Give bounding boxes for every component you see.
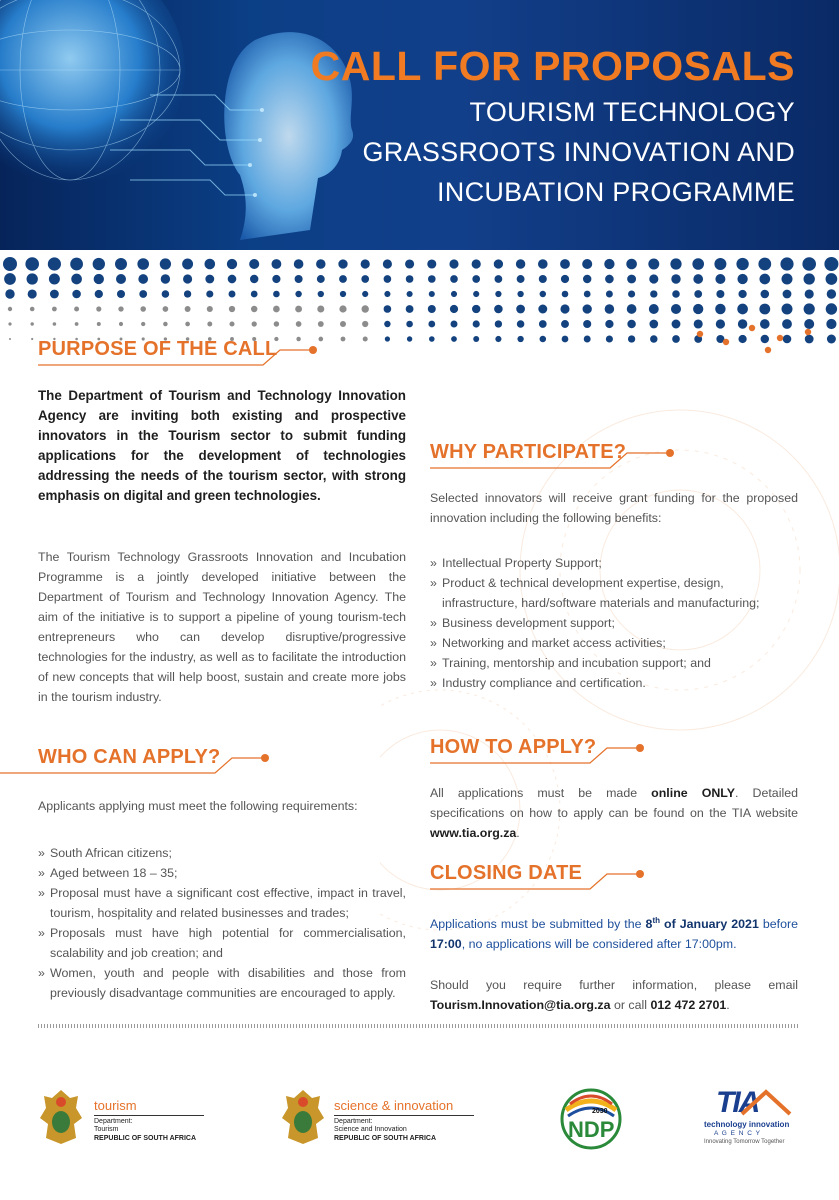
halftone-dot bbox=[805, 289, 814, 298]
why-intro: Selected innovators will receive grant funding for the proposed innovation including the following benefits: bbox=[430, 491, 798, 525]
halftone-dot bbox=[250, 275, 258, 283]
halftone-dot bbox=[28, 289, 37, 298]
purpose-bold-paragraph: The Department of Tourism and Technology Innovation Agency are inviting both existing and prospective innovators in the Tourism sector to submit funding applications for the development of technologies addressing the needs of the tourism sector, with strong emphasis on digital and green technologies. bbox=[38, 388, 406, 503]
halftone-dot bbox=[604, 259, 614, 269]
halftone-dot bbox=[582, 259, 592, 269]
halftone-dot bbox=[562, 336, 569, 343]
halftone-dot bbox=[538, 305, 547, 314]
halftone-dot bbox=[8, 322, 11, 325]
halftone-dot bbox=[472, 259, 481, 268]
halftone-dot bbox=[761, 335, 769, 343]
how-to-apply-text bbox=[430, 783, 798, 843]
science-logo-name: science & innovation bbox=[334, 1098, 454, 1113]
halftone-dot-accent bbox=[723, 339, 729, 345]
halftone-dot-accent bbox=[697, 331, 703, 337]
tia-line1: technology innovation bbox=[704, 1120, 790, 1129]
halftone-dot bbox=[650, 290, 657, 297]
halftone-dot bbox=[229, 291, 236, 298]
halftone-dot bbox=[340, 291, 346, 297]
closing-text-2: before bbox=[758, 917, 798, 932]
list-item: » Product & technical development expertise, design, infrastructure, hard/software materials and manufacturing; bbox=[430, 573, 798, 613]
halftone-dot bbox=[693, 304, 703, 314]
halftone-dot bbox=[271, 259, 281, 269]
contact-text bbox=[430, 975, 798, 1015]
purpose-heading-underline bbox=[38, 340, 328, 370]
halftone-dot bbox=[517, 320, 525, 328]
list-item: » Women, youth and people with disabilities and those from previously disadvantage communities are encouraged to apply. bbox=[38, 963, 406, 1003]
halftone-dot bbox=[160, 258, 171, 269]
halftone-dot bbox=[162, 290, 170, 298]
halftone-dot bbox=[116, 274, 126, 284]
halftone-dot bbox=[759, 304, 770, 315]
halftone-dot bbox=[362, 321, 368, 327]
halftone-dot bbox=[802, 257, 816, 271]
science-innovation-logo bbox=[280, 1088, 480, 1148]
halftone-dot bbox=[252, 321, 257, 326]
halftone-dot bbox=[318, 291, 324, 297]
halftone-dot bbox=[714, 258, 726, 270]
halftone-dot bbox=[70, 258, 83, 271]
halftone-dot bbox=[804, 319, 814, 329]
halftone-dot bbox=[339, 275, 347, 283]
halftone-dot bbox=[296, 321, 302, 327]
halftone-dot bbox=[738, 335, 746, 343]
halftone-dot bbox=[605, 304, 615, 314]
halftone-dot bbox=[449, 259, 458, 268]
closing-text-1: Applications must be submitted by the bbox=[430, 917, 646, 932]
halftone-dot bbox=[606, 291, 613, 298]
halftone-dot bbox=[473, 291, 479, 297]
halftone-dot bbox=[140, 306, 146, 312]
halftone-dot bbox=[317, 275, 325, 283]
halftone-dot bbox=[340, 321, 346, 327]
halftone-dot bbox=[273, 291, 280, 298]
subtitle-line-1: TOURISM TECHNOLOGY bbox=[469, 97, 795, 127]
tourism-dept-name: Tourism bbox=[94, 1126, 119, 1133]
halftone-dot bbox=[27, 273, 38, 284]
halftone-dot bbox=[606, 335, 613, 342]
halftone-dot bbox=[517, 336, 523, 342]
halftone-dot bbox=[495, 291, 501, 297]
halftone-dot bbox=[540, 291, 546, 297]
halftone-dot bbox=[649, 274, 658, 283]
halftone-dot bbox=[205, 275, 214, 284]
halftone-dot bbox=[824, 257, 838, 271]
halftone-dot bbox=[562, 291, 569, 298]
halftone-dot bbox=[295, 275, 303, 283]
halftone-dot bbox=[384, 321, 390, 327]
halftone-dot bbox=[182, 259, 193, 270]
halftone-dot bbox=[450, 305, 458, 313]
halftone-dot bbox=[52, 307, 57, 312]
halftone-dot bbox=[30, 307, 35, 312]
tia-mark: TIA bbox=[716, 1086, 759, 1119]
hero-banner bbox=[0, 0, 839, 250]
halftone-dot bbox=[31, 338, 33, 340]
halftone-dot bbox=[694, 319, 703, 328]
closing-heading: CLOSING DATE bbox=[430, 862, 583, 884]
halftone-dot bbox=[804, 273, 815, 284]
how-heading: HOW TO APPLY? bbox=[430, 736, 597, 758]
halftone-dot bbox=[804, 303, 815, 314]
benefits-list bbox=[430, 553, 798, 693]
halftone-dot bbox=[383, 259, 392, 268]
tourism-logo bbox=[38, 1088, 208, 1148]
ndp-text: NDP bbox=[568, 1117, 615, 1142]
halftone-dot bbox=[228, 275, 237, 284]
halftone-dot bbox=[561, 320, 569, 328]
halftone-dot bbox=[50, 290, 59, 299]
science-dept-name: Science and Innovation bbox=[334, 1126, 407, 1133]
halftone-dot bbox=[316, 259, 325, 268]
halftone-dot bbox=[407, 291, 413, 297]
halftone-dot bbox=[759, 274, 770, 285]
halftone-dot bbox=[115, 258, 127, 270]
halftone-dot bbox=[72, 290, 81, 299]
halftone-dot bbox=[341, 337, 346, 342]
halftone-dot bbox=[74, 307, 79, 312]
halftone-dot bbox=[627, 304, 637, 314]
halftone-dot bbox=[628, 335, 635, 342]
tourism-country: REPUBLIC OF SOUTH AFRICA bbox=[94, 1135, 197, 1142]
halftone-dot bbox=[826, 303, 837, 314]
closing-heading-underline bbox=[430, 864, 660, 894]
halftone-dot bbox=[826, 273, 838, 285]
halftone-dot bbox=[693, 274, 703, 284]
closing-day: 8 bbox=[645, 917, 653, 932]
halftone-dot bbox=[672, 320, 681, 329]
halftone-dot bbox=[517, 291, 523, 297]
list-item: » Aged between 18 – 35; bbox=[38, 863, 406, 883]
who-heading: WHO CAN APPLY? bbox=[38, 746, 221, 768]
halftone-dot bbox=[761, 290, 770, 299]
halftone-dot bbox=[584, 336, 591, 343]
halftone-dot bbox=[473, 336, 479, 342]
halftone-dot bbox=[249, 259, 259, 269]
halftone-dot bbox=[540, 336, 547, 343]
halftone-dot bbox=[783, 290, 792, 299]
halftone-dot bbox=[670, 258, 681, 269]
halftone-dot bbox=[138, 274, 148, 284]
list-item: » Intellectual Property Support; bbox=[430, 553, 798, 573]
contact-text-3: . bbox=[726, 998, 730, 1012]
halftone-dot bbox=[473, 320, 480, 327]
hero-title-block bbox=[311, 40, 795, 212]
halftone-dot bbox=[472, 275, 480, 283]
halftone-dot bbox=[295, 306, 302, 313]
halftone-dot bbox=[273, 306, 280, 313]
halftone-dot bbox=[185, 306, 191, 312]
coat-of-arms-icon bbox=[280, 1088, 326, 1146]
list-item: » Proposal must have a significant cost effective, impact in travel, tourism, hospitality and related businesses and trades; bbox=[38, 883, 406, 923]
halftone-dot bbox=[384, 305, 392, 313]
halftone-dot bbox=[97, 322, 101, 326]
halftone-dot bbox=[184, 290, 191, 297]
halftone-dot bbox=[649, 320, 658, 329]
halftone-dot bbox=[495, 320, 502, 327]
list-item: » South African citizens; bbox=[38, 843, 406, 863]
halftone-dot bbox=[694, 290, 702, 298]
halftone-dot bbox=[758, 258, 771, 271]
halftone-dot bbox=[516, 259, 525, 268]
halftone-dot bbox=[472, 305, 480, 313]
halftone-dot-accent bbox=[765, 347, 771, 353]
halftone-dot bbox=[49, 273, 60, 284]
halftone-dot bbox=[628, 290, 635, 297]
halftone-dot bbox=[118, 306, 123, 311]
halftone-dot bbox=[560, 304, 569, 313]
contact-email-link[interactable]: Tourism.Innovation@tia.org.za bbox=[430, 998, 611, 1012]
halftone-dot bbox=[605, 275, 614, 284]
list-item: » Business development support; bbox=[430, 613, 798, 633]
who-heading-underline bbox=[0, 748, 280, 778]
tourism-dept-label: Department: bbox=[94, 1118, 133, 1125]
halftone-dot bbox=[428, 305, 436, 313]
purpose-heading: PURPOSE OF THE CALL bbox=[38, 338, 278, 360]
halftone-dot bbox=[119, 322, 123, 326]
halftone-dot bbox=[738, 319, 747, 328]
list-item: » Proposals must have high potential for commercialisation, scalability and job creation; and bbox=[38, 923, 406, 963]
halftone-dot bbox=[94, 274, 104, 284]
halftone-dot bbox=[339, 305, 346, 312]
halftone-dot-accent bbox=[805, 329, 811, 335]
tourism-logo-name: tourism bbox=[94, 1098, 137, 1113]
halftone-dot bbox=[495, 275, 503, 283]
halftone-dot bbox=[93, 258, 105, 270]
halftone-dot bbox=[627, 275, 636, 284]
closing-month-year: of January 2021 bbox=[660, 917, 759, 932]
halftone-dot bbox=[405, 259, 414, 268]
halftone-dot bbox=[75, 322, 79, 326]
halftone-dot bbox=[4, 273, 16, 285]
halftone-dot bbox=[672, 335, 680, 343]
tia-line2: A G E N C Y bbox=[714, 1130, 762, 1137]
halftone-dot bbox=[451, 321, 458, 328]
halftone-dot bbox=[782, 319, 792, 329]
halftone-dot bbox=[48, 257, 61, 270]
halftone-dot bbox=[338, 259, 347, 268]
halftone-dot bbox=[715, 304, 725, 314]
purpose-body-paragraph: The Tourism Technology Grassroots Innovation and Incubation Programme is a jointly developed initiative between the Department of Tourism and Technology Innovation Agency. The aim of the initiative is to support a pipeline of young tourism-tech entrepreneurs who can develop disruptive/progressive technologies for the industry, as well as to facilitate the introduction of new concepts that will help boost, sustain and create more jobs in the tourism industry. bbox=[38, 550, 406, 704]
halftone-dot bbox=[317, 305, 324, 312]
halftone-dot bbox=[384, 291, 390, 297]
halftone-dot bbox=[516, 305, 525, 314]
halftone-dot bbox=[450, 275, 458, 283]
halftone-dot bbox=[626, 259, 637, 270]
halftone-dot bbox=[672, 290, 680, 298]
halftone-dot bbox=[137, 258, 149, 270]
halftone-dot bbox=[429, 291, 435, 297]
halftone-dot bbox=[272, 275, 280, 283]
halftone-dot bbox=[451, 336, 457, 342]
halftone-dot bbox=[451, 291, 457, 297]
halftone-dot bbox=[781, 303, 792, 314]
halftone-dot bbox=[648, 259, 659, 270]
closing-text-3: , no applications will be considered after 17:00pm. bbox=[461, 937, 737, 952]
closing-date-text bbox=[430, 911, 798, 954]
halftone-dot bbox=[25, 257, 39, 271]
halftone-dot bbox=[692, 258, 704, 270]
halftone-dot bbox=[627, 320, 635, 328]
halftone-dot bbox=[783, 335, 792, 344]
halftone-dot bbox=[361, 305, 368, 312]
halftone-dot bbox=[3, 257, 17, 271]
halftone-dot bbox=[781, 273, 792, 284]
halftone-dot bbox=[780, 257, 793, 270]
footer-divider bbox=[38, 1024, 800, 1028]
halftone-dot bbox=[407, 336, 412, 341]
list-item: » Training, mentorship and incubation support; and bbox=[430, 653, 798, 673]
halftone-dot bbox=[671, 304, 681, 314]
halftone-dot bbox=[561, 275, 569, 283]
tia-roof-icon bbox=[740, 1088, 796, 1118]
halftone-dot bbox=[161, 274, 170, 283]
halftone-dot bbox=[141, 322, 145, 326]
halftone-dot bbox=[716, 290, 724, 298]
halftone-dot bbox=[229, 306, 235, 312]
halftone-dot bbox=[227, 259, 237, 269]
halftone-dot bbox=[428, 321, 435, 328]
halftone-dot bbox=[517, 275, 525, 283]
closing-day-suffix: th bbox=[652, 916, 661, 925]
how-heading-underline bbox=[430, 738, 660, 768]
halftone-dot bbox=[363, 336, 368, 341]
halftone-dot bbox=[671, 274, 680, 283]
halftone-dot bbox=[5, 289, 14, 298]
halftone-dot bbox=[649, 304, 659, 314]
halftone-dot bbox=[583, 304, 592, 313]
halftone-dot bbox=[229, 321, 234, 326]
ndp-2030-logo bbox=[558, 1088, 624, 1150]
subtitle-line-3: INCUBATION PROGRAMME bbox=[436, 177, 795, 207]
halftone-dot bbox=[295, 291, 301, 297]
halftone-dot bbox=[539, 320, 547, 328]
halftone-dot bbox=[206, 290, 213, 297]
halftone-dot bbox=[827, 335, 836, 344]
halftone-dot bbox=[737, 304, 748, 315]
halftone-dot bbox=[583, 320, 591, 328]
coat-of-arms-icon bbox=[38, 1088, 84, 1146]
halftone-dot bbox=[207, 322, 212, 327]
halftone-dot bbox=[738, 290, 746, 298]
halftone-dot bbox=[251, 306, 257, 312]
halftone-dot bbox=[163, 306, 169, 312]
science-dept-label: Department: bbox=[334, 1118, 373, 1125]
halftone-dot bbox=[737, 274, 747, 284]
halftone-dot bbox=[760, 319, 770, 329]
halftone-dot bbox=[494, 305, 503, 314]
list-item: » Networking and market access activities; bbox=[430, 633, 798, 653]
halftone-dot bbox=[8, 307, 12, 311]
halftone-dot bbox=[183, 274, 192, 283]
halftone-dot bbox=[826, 319, 836, 329]
how-text-3: . bbox=[516, 826, 520, 840]
halftone-dot bbox=[583, 275, 591, 283]
halftone-dot bbox=[539, 275, 547, 283]
halftone-dot bbox=[139, 290, 147, 298]
contact-phone[interactable]: 012 472 2701 bbox=[650, 998, 727, 1012]
halftone-dot bbox=[385, 336, 390, 341]
halftone-dot bbox=[31, 322, 34, 325]
halftone-dot bbox=[361, 275, 369, 283]
halftone-dot-accent bbox=[777, 335, 783, 341]
halftone-dot bbox=[294, 259, 304, 269]
who-intro: Applicants applying must meet the following requirements: bbox=[38, 799, 358, 813]
halftone-dot bbox=[95, 290, 103, 298]
how-text-2: . Detailed specifications on how to apply can be found on the TIA website bbox=[430, 786, 798, 820]
halftone-dot bbox=[650, 335, 657, 342]
halftone-dot-accent bbox=[749, 325, 755, 331]
halftone-dot bbox=[185, 322, 190, 327]
halftone-dot bbox=[427, 259, 436, 268]
why-heading-underline bbox=[430, 443, 690, 473]
halftone-dot bbox=[428, 275, 436, 283]
halftone-dot bbox=[362, 291, 368, 297]
halftone-dot bbox=[736, 258, 748, 270]
subtitle-line-2: GRASSROOTS INNOVATION AND bbox=[362, 137, 795, 167]
tia-logo bbox=[700, 1086, 810, 1152]
halftone-dot bbox=[318, 321, 324, 327]
halftone-dot bbox=[716, 319, 725, 328]
halftone-dot bbox=[429, 336, 435, 342]
halftone-dot bbox=[538, 259, 548, 269]
halftone-dot bbox=[827, 289, 836, 298]
halftone-dot bbox=[560, 259, 570, 269]
halftone-dot bbox=[71, 274, 82, 285]
ndp-year: 2030 bbox=[592, 1108, 608, 1115]
halftone-dot bbox=[805, 335, 814, 344]
halftone-dot bbox=[117, 290, 125, 298]
halftone-dot bbox=[204, 259, 215, 270]
why-heading: WHY PARTICIPATE? bbox=[430, 441, 627, 463]
science-country: REPUBLIC OF SOUTH AFRICA bbox=[334, 1135, 437, 1142]
closing-time: 17:00 bbox=[430, 937, 462, 952]
halftone-dot bbox=[605, 320, 613, 328]
halftone-dot bbox=[406, 275, 414, 283]
halftone-dot bbox=[251, 291, 258, 298]
halftone-dot bbox=[495, 336, 501, 342]
page-title: CALL FOR PROPOSALS bbox=[310, 43, 795, 89]
halftone-dot bbox=[715, 274, 725, 284]
list-item: » Industry compliance and certification. bbox=[430, 673, 798, 693]
halftone-dot bbox=[207, 306, 213, 312]
website-link[interactable]: www.tia.org.za bbox=[430, 826, 517, 840]
how-text-1: All applications must be made bbox=[430, 786, 652, 800]
halftone-dot bbox=[163, 322, 168, 327]
contact-text-1: Should you require further information, please email bbox=[430, 978, 798, 992]
halftone-dot bbox=[274, 321, 279, 326]
halftone-dot bbox=[406, 321, 413, 328]
halftone-dot bbox=[53, 322, 57, 326]
requirements-list bbox=[38, 843, 406, 1003]
halftone-dot bbox=[494, 259, 503, 268]
halftone-dot bbox=[384, 275, 392, 283]
halftone-dot bbox=[406, 305, 414, 313]
halftone-dot bbox=[9, 338, 11, 340]
contact-text-2: or call bbox=[610, 998, 651, 1012]
halftone-dot bbox=[584, 291, 591, 298]
online-only-emphasis: online ONLY bbox=[651, 786, 736, 800]
halftone-dot bbox=[96, 306, 101, 311]
halftone-dot bbox=[361, 259, 370, 268]
tia-tagline: Innovating Tomorrow Together bbox=[704, 1139, 785, 1145]
